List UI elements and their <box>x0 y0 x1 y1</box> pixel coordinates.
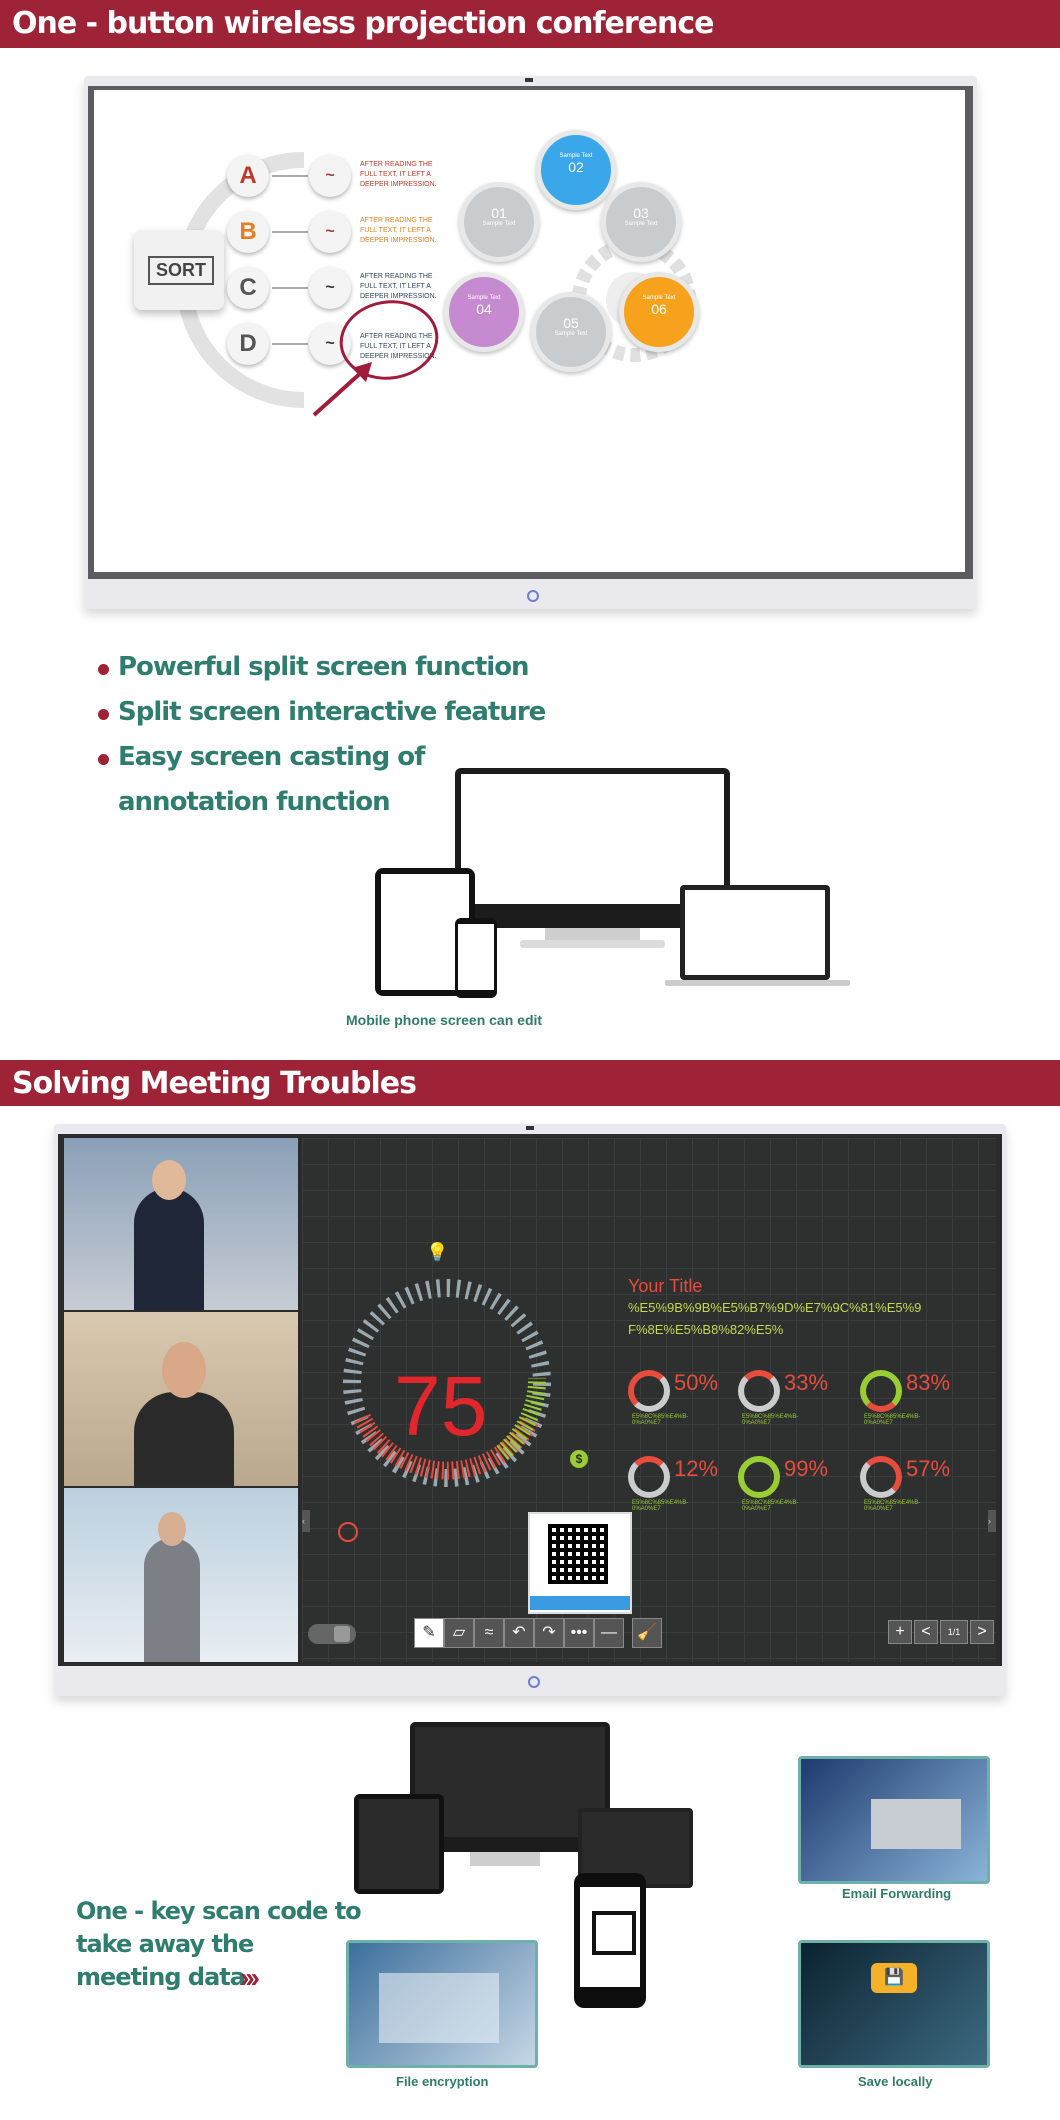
sort-text-a: AFTER READING THE FULL TEXT, IT LEFT A DEEPER IMPRESSION. <box>360 161 437 188</box>
email-forwarding-caption: Email Forwarding <box>842 1886 952 1901</box>
hand-phone-qr <box>592 1911 636 1955</box>
mode-toggle[interactable] <box>308 1624 356 1644</box>
bubble-04-label: Sample Text <box>467 295 501 301</box>
feature-split-screen: Powerful split screen function <box>118 652 529 682</box>
bubble-06 <box>619 272 699 352</box>
clock-icon <box>338 1522 358 1542</box>
stat-value-3: 83% <box>906 1370 951 1395</box>
video-tile-3[interactable] <box>64 1488 298 1662</box>
scan-text-line3: meeting data <box>76 1963 245 1991</box>
file-encryption-card <box>346 1940 538 2068</box>
stat-ring-4 <box>628 1456 670 1498</box>
sort-icon-a: ~ <box>309 155 351 197</box>
screen-area-2 <box>58 1134 1002 1666</box>
stat-ring-2 <box>738 1370 780 1412</box>
mobile-edit-caption: Mobile phone screen can edit <box>346 1012 543 1028</box>
bubble-04 <box>444 272 524 352</box>
section2-title: Solving Meeting Troubles <box>12 1066 416 1101</box>
stat-value-6: 57% <box>906 1456 951 1481</box>
section1-title: One - button wireless projection conference <box>12 6 714 41</box>
sort-icon-c: ~ <box>309 267 351 309</box>
letter-b: B <box>227 211 269 253</box>
bubble-01-num: 01 <box>491 205 507 221</box>
screen-area <box>88 86 973 579</box>
scan-text-line1: One - key scan code to <box>76 1897 361 1925</box>
feature-interactive: Split screen interactive feature <box>118 697 546 727</box>
money-icon: $ <box>570 1450 588 1468</box>
device-group-1 <box>370 760 860 1000</box>
stat-value-5: 99% <box>784 1456 829 1481</box>
bubble-02 <box>536 130 616 210</box>
bubble-05-label: Sample Text <box>554 331 588 337</box>
dashboard-subtitle-2: F%8E%E5%B8%82%E5% <box>628 1322 784 1337</box>
qr-popup[interactable] <box>528 1512 632 1614</box>
stat-note-2: E5%8C%85%E4%B-0%A0%E7 <box>742 1414 799 1426</box>
video-tile-1[interactable] <box>64 1138 298 1310</box>
save-floppy-icon: 💾 <box>871 1963 917 1993</box>
stat-note-1: E5%8C%85%E4%B-0%A0%E7 <box>632 1414 689 1426</box>
minimize-button[interactable]: — <box>594 1618 624 1648</box>
dashboard-title: Your Title <box>628 1276 703 1296</box>
add-page-button[interactable]: + <box>888 1620 912 1644</box>
stat-value-2: 33% <box>784 1370 829 1395</box>
clear-button[interactable]: 🧹 <box>632 1618 662 1648</box>
dashboard-subtitle-1: %E5%9B%9B%E5%B7%9D%E7%9C%81%E5%9 <box>628 1300 922 1315</box>
sort-label: SORT <box>148 256 214 285</box>
bubble-01 <box>459 182 539 262</box>
bubble-05 <box>531 292 611 372</box>
bubble-02-label: Sample Text <box>559 153 593 159</box>
file-encryption-caption: File encryption <box>396 2074 489 2089</box>
more-button[interactable]: ••• <box>564 1618 594 1648</box>
email-laptop-icon <box>871 1799 961 1849</box>
shape-tool-button[interactable]: ≈ <box>474 1618 504 1648</box>
person-3-head <box>158 1512 186 1546</box>
stat-note-4: E5%8C%85%E4%B-0%A0%E7 <box>632 1500 689 1512</box>
left-drawer-handle[interactable]: ‹ <box>302 1510 310 1532</box>
stat-note-6: E5%8C%85%E4%B-0%A0%E7 <box>864 1500 921 1512</box>
tablet-device-2 <box>354 1794 444 1894</box>
page-indicator: 1/1 <box>940 1620 968 1644</box>
stat-ring-1 <box>628 1370 670 1412</box>
sort-text-c: AFTER READING THE FULL TEXT, IT LEFT A DEEPER IMPRESSION. <box>360 273 437 300</box>
bubble-03-label: Sample Text <box>624 221 658 227</box>
phone-device <box>455 918 497 998</box>
bubble-03 <box>601 182 681 262</box>
bubble-06-label: Sample Text <box>642 295 676 301</box>
encryption-building-icon <box>379 1973 499 2043</box>
person-2-head <box>162 1342 206 1398</box>
bubble-02-num: 02 <box>568 159 584 175</box>
big-number-75: 75 <box>394 1359 488 1453</box>
email-forwarding-card <box>798 1756 990 1884</box>
feature-annotation: annotation function <box>118 787 390 817</box>
display-panel-1 <box>84 76 977 609</box>
power-indicator-2 <box>528 1676 540 1688</box>
sort-text-d: AFTER READING THE FULL TEXT, IT LEFT A DEEPER IMPRESSION. <box>360 333 437 360</box>
bubble-01-label: Sample Text <box>482 221 516 227</box>
letter-d: D <box>227 323 269 365</box>
section1-banner <box>0 0 1060 48</box>
letter-a: A <box>227 155 269 197</box>
video-tile-2[interactable] <box>64 1312 298 1486</box>
bubble-06-num: 06 <box>651 301 667 317</box>
sort-icon-d: ~ <box>309 323 351 365</box>
stat-ring-3 <box>860 1370 902 1412</box>
bullet-dot-1 <box>98 664 109 675</box>
tablet-screen-2 <box>359 1799 439 1889</box>
qr-code <box>548 1524 608 1584</box>
bubble-05-num: 05 <box>563 315 579 331</box>
person-2 <box>134 1392 234 1486</box>
letter-c: C <box>227 267 269 309</box>
next-page-button[interactable]: > <box>970 1620 994 1644</box>
camera-dot <box>525 78 533 82</box>
camera-dot-2 <box>526 1126 534 1130</box>
hand-phone <box>574 1873 646 2008</box>
stat-value-1: 50% <box>674 1370 719 1395</box>
laptop-screen <box>685 890 825 975</box>
hand-phone-screen <box>580 1887 640 1987</box>
eraser-tool-button[interactable]: ▱ <box>444 1618 474 1648</box>
slide-canvas <box>94 90 965 572</box>
redo-button[interactable]: ↷ <box>534 1618 564 1648</box>
phone-screen <box>458 924 494 990</box>
pen-tool-button[interactable]: ✎ <box>414 1618 444 1648</box>
display-panel-2 <box>54 1124 1006 1696</box>
scan-text-line2: take away the <box>76 1930 254 1958</box>
bulb-icon: 💡 <box>426 1242 449 1262</box>
laptop-base <box>665 980 850 986</box>
right-drawer-handle[interactable]: › <box>988 1510 996 1532</box>
scan-arrows-icon: ››› <box>240 1962 256 1993</box>
undo-button[interactable]: ↶ <box>504 1618 534 1648</box>
prev-page-button[interactable]: < <box>914 1620 938 1644</box>
save-locally-card <box>798 1940 990 2068</box>
bubble-03-num: 03 <box>633 205 649 221</box>
laptop-device <box>680 885 830 980</box>
bubble-04-num: 04 <box>476 301 492 317</box>
bullet-dot-3 <box>98 754 109 765</box>
power-indicator <box>527 590 539 602</box>
save-locally-caption: Save locally <box>858 2074 933 2089</box>
monitor-stand <box>545 928 640 940</box>
monitor-stand-2 <box>470 1852 540 1866</box>
mode-toggle-knob <box>334 1626 350 1642</box>
feature-casting: Easy screen casting of <box>118 742 425 772</box>
stat-ring-6 <box>860 1456 902 1498</box>
person-3 <box>144 1538 200 1662</box>
stat-note-5: E5%8C%85%E4%B-0%A0%E7 <box>742 1500 799 1512</box>
monitor-base <box>520 940 665 948</box>
sort-text-b: AFTER READING THE FULL TEXT, IT LEFT A DEEPER IMPRESSION. <box>360 217 437 244</box>
person-1-head <box>152 1160 186 1200</box>
qr-confirm-bar[interactable] <box>530 1596 630 1610</box>
section2-banner <box>0 1060 1060 1106</box>
stat-ring-5 <box>738 1456 780 1498</box>
sort-icon-b: ~ <box>309 211 351 253</box>
dashboard-canvas <box>302 1138 996 1662</box>
person-1 <box>134 1188 204 1310</box>
stat-note-3: E5%8C%85%E4%B-0%A0%E7 <box>864 1414 921 1426</box>
bullet-dot-2 <box>98 709 109 720</box>
stat-value-4: 12% <box>674 1456 719 1481</box>
sort-box <box>134 230 224 310</box>
annotation-stroke <box>294 280 464 430</box>
